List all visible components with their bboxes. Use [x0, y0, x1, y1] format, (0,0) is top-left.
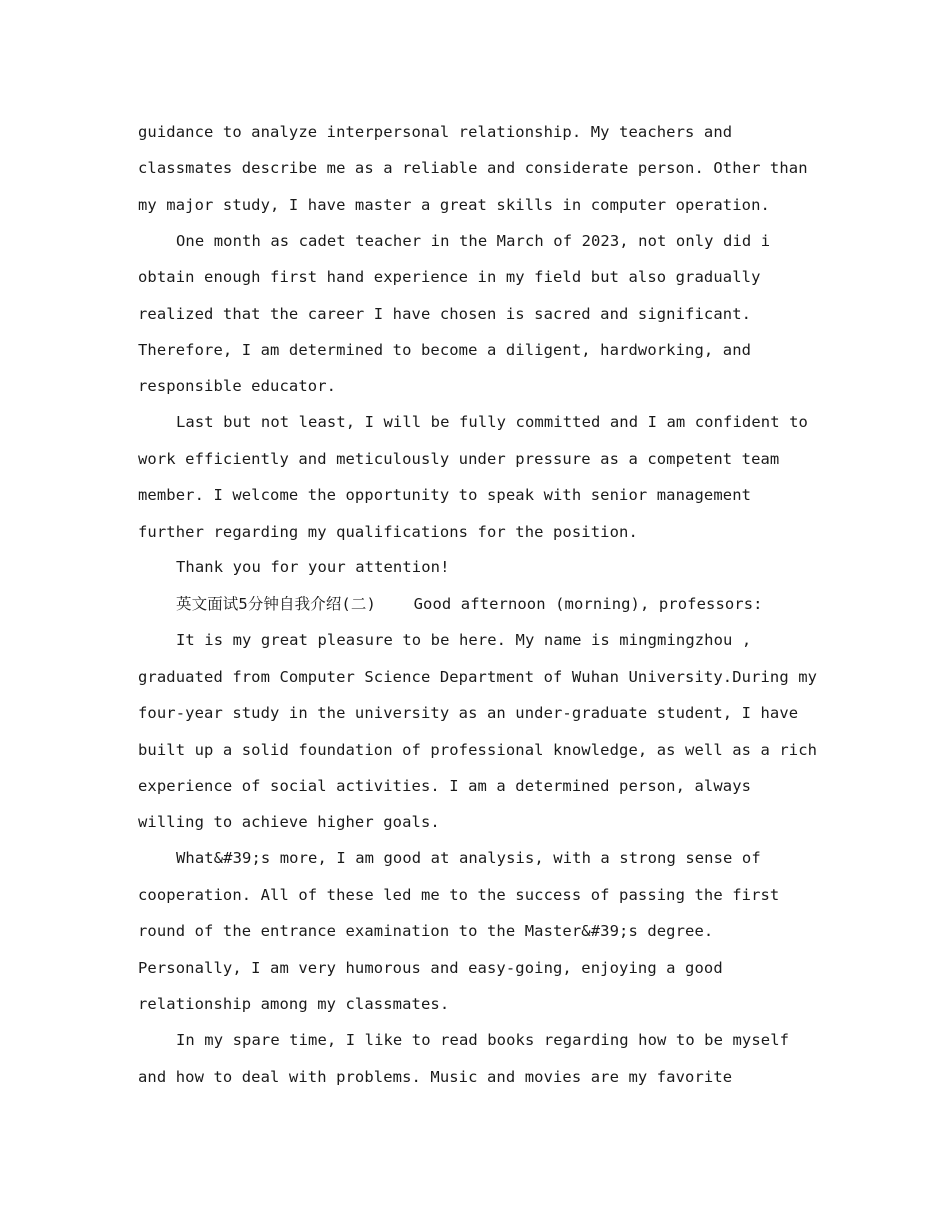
paragraph-start-line: One month as cadet teacher in the March of 2023, not only did i	[176, 232, 771, 250]
paragraph-start-line: Last but not least, I will be fully committed and I am confident to	[176, 413, 808, 431]
text-line: classmates describe me as a reliable and considerate person. Other than	[138, 159, 808, 177]
text-line: graduated from Computer Science Department of Wuhan University.During my	[138, 668, 818, 686]
text-line: further regarding my qualifications for the position.	[138, 523, 638, 541]
section-heading-line: 英文面试5分钟自我介绍(二) Good afternoon (morning), professors:	[176, 595, 763, 613]
text-line: work efficiently and meticulously under pressure as a competent team	[138, 450, 780, 468]
text-line: experience of social activities. I am a determined person, always	[138, 777, 752, 795]
text-line: Therefore, I am determined to become a diligent, hardworking, and	[138, 341, 752, 359]
text-line: built up a solid foundation of professional knowledge, as well as a rich	[138, 741, 818, 759]
text-line: guidance to analyze interpersonal relationship. My teachers and	[138, 123, 733, 141]
text-line: relationship among my classmates.	[138, 995, 450, 1013]
text-line: willing to achieve higher goals.	[138, 813, 440, 831]
text-line: realized that the career I have chosen is sacred and significant.	[138, 305, 752, 323]
text-line: my major study, I have master a great skills in computer operation.	[138, 196, 770, 214]
text-line: four-year study in the university as an under-graduate student, I have	[138, 704, 799, 722]
text-line: and how to deal with problems. Music and movies are my favorite	[138, 1068, 733, 1086]
text-line: member. I welcome the opportunity to speak with senior management	[138, 486, 752, 504]
paragraph-start-line: It is my great pleasure to be here. My name is mingmingzhou ,	[176, 631, 752, 649]
paragraph-start-line: In my spare time, I like to read books regarding how to be myself	[176, 1031, 790, 1049]
paragraph-start-line: What&#39;s more, I am good at analysis, with a strong sense of	[176, 849, 761, 867]
paragraph-start-line: Thank you for your attention!	[176, 558, 450, 576]
text-line: Personally, I am very humorous and easy-going, enjoying a good	[138, 959, 723, 977]
text-line: responsible educator.	[138, 377, 337, 395]
text-line: obtain enough first hand experience in my field but also gradually	[138, 268, 761, 286]
text-line: round of the entrance examination to the Master&#39;s degree.	[138, 922, 714, 940]
text-line: cooperation. All of these led me to the success of passing the first	[138, 886, 780, 904]
